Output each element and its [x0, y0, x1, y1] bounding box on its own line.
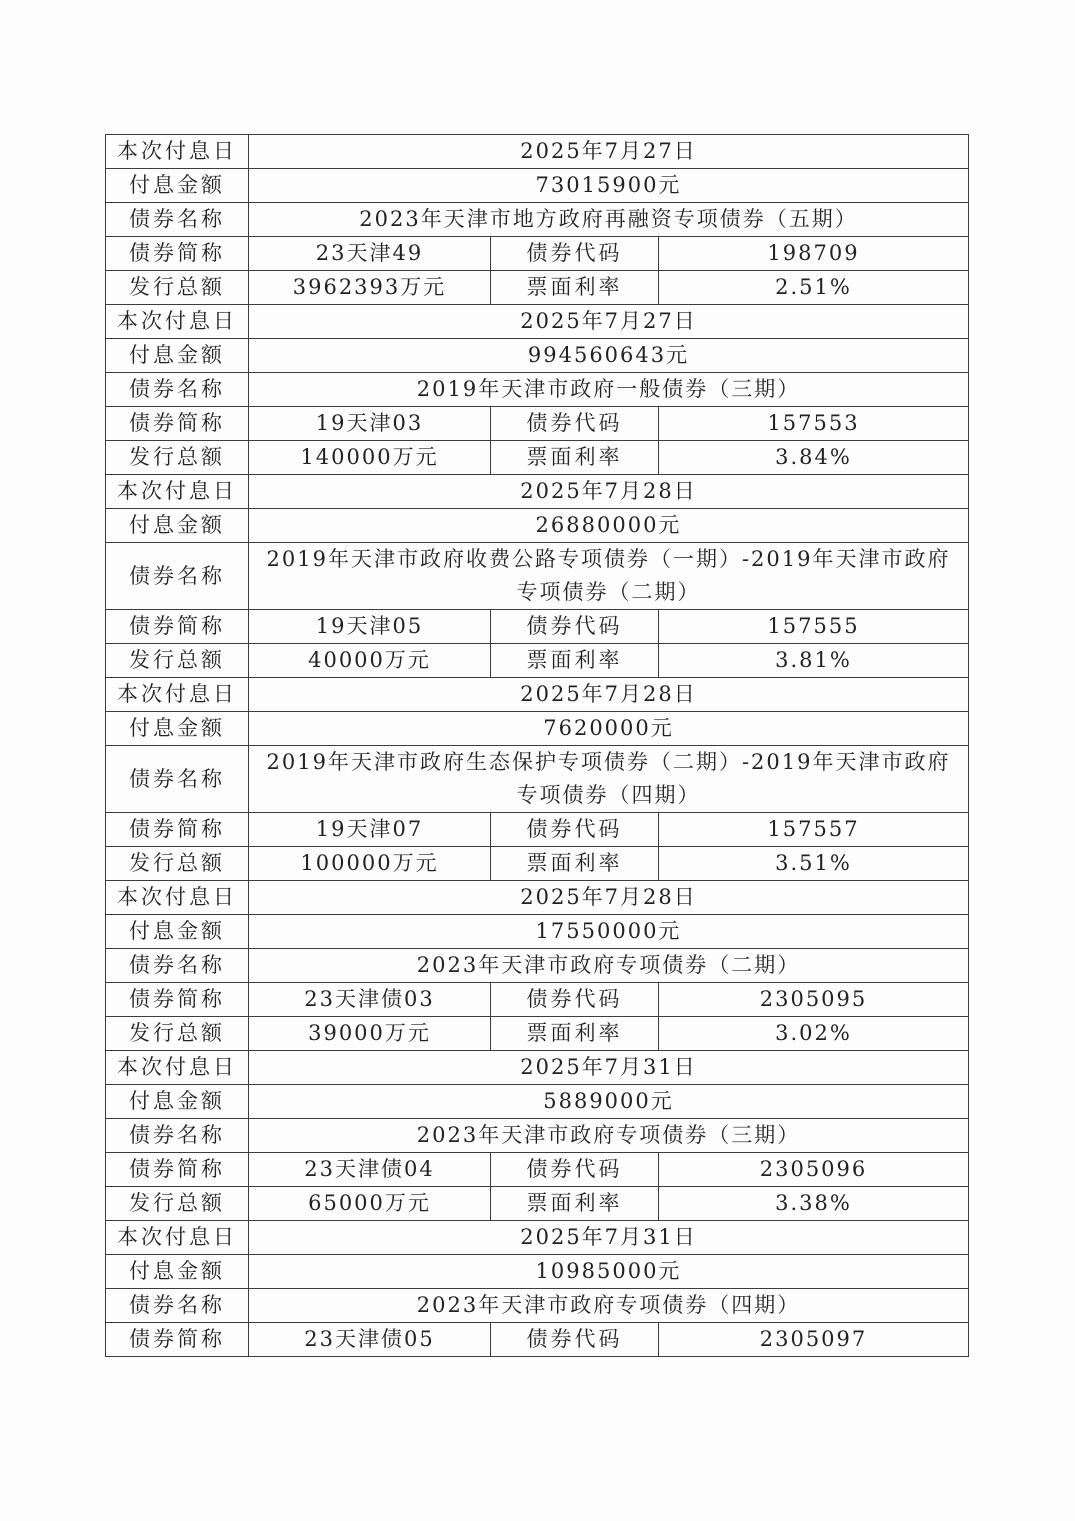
row-value: 2025年7月27日 — [249, 135, 969, 169]
row-label: 债券简称 — [106, 407, 249, 441]
row-value-2: 2305097 — [659, 1323, 969, 1357]
row-label-2: 债券代码 — [491, 983, 659, 1017]
row-label: 发行总额 — [106, 644, 249, 678]
table-row — [106, 1085, 969, 1119]
row-value: 39000万元 — [249, 1017, 491, 1051]
row-value-2: 2.51% — [659, 271, 969, 305]
table-row — [106, 949, 969, 983]
table-row — [106, 678, 969, 712]
row-label: 本次付息日 — [106, 1221, 249, 1255]
row-value: 2019年天津市政府生态保护专项债券（二期）-2019年天津市政府专项债券（四期） — [249, 746, 969, 813]
row-value: 17550000元 — [249, 915, 969, 949]
row-value: 2025年7月28日 — [249, 475, 969, 509]
row-label: 本次付息日 — [106, 881, 249, 915]
row-value: 2025年7月28日 — [249, 678, 969, 712]
row-value: 2019年天津市政府一般债券（三期） — [249, 373, 969, 407]
row-value: 7620000元 — [249, 712, 969, 746]
row-value: 19天津05 — [249, 610, 491, 644]
row-label: 债券简称 — [106, 610, 249, 644]
row-label: 付息金额 — [106, 915, 249, 949]
row-label: 付息金额 — [106, 339, 249, 373]
row-label-2: 债券代码 — [491, 407, 659, 441]
row-value-2: 157555 — [659, 610, 969, 644]
row-label-2: 债券代码 — [491, 813, 659, 847]
row-label: 发行总额 — [106, 271, 249, 305]
table-row — [106, 1289, 969, 1323]
row-label-2: 债券代码 — [491, 610, 659, 644]
row-value: 2025年7月31日 — [249, 1051, 969, 1085]
row-label: 债券名称 — [106, 373, 249, 407]
table-row — [106, 1017, 969, 1051]
row-label-2: 票面利率 — [491, 441, 659, 475]
table-row — [106, 813, 969, 847]
row-label-2: 票面利率 — [491, 1187, 659, 1221]
row-label: 付息金额 — [106, 1255, 249, 1289]
row-value: 19天津07 — [249, 813, 491, 847]
row-label: 发行总额 — [106, 1017, 249, 1051]
table-row — [106, 441, 969, 475]
row-value: 73015900元 — [249, 169, 969, 203]
row-value-2: 2305095 — [659, 983, 969, 1017]
table-row — [106, 1187, 969, 1221]
row-value: 10985000元 — [249, 1255, 969, 1289]
table-row — [106, 1051, 969, 1085]
row-label-2: 票面利率 — [491, 847, 659, 881]
row-value-2: 157553 — [659, 407, 969, 441]
row-value: 2025年7月31日 — [249, 1221, 969, 1255]
table-row — [106, 135, 969, 169]
row-value: 2023年天津市政府专项债券（三期） — [249, 1119, 969, 1153]
row-value: 65000万元 — [249, 1187, 491, 1221]
table-row — [106, 509, 969, 543]
row-value: 23天津49 — [249, 237, 491, 271]
row-value-2: 3.84% — [659, 441, 969, 475]
row-value: 26880000元 — [249, 509, 969, 543]
row-value: 2025年7月27日 — [249, 305, 969, 339]
row-label: 付息金额 — [106, 169, 249, 203]
row-value: 23天津债03 — [249, 983, 491, 1017]
table-row — [106, 881, 969, 915]
row-value-2: 3.02% — [659, 1017, 969, 1051]
row-value: 40000万元 — [249, 644, 491, 678]
row-value-2: 198709 — [659, 237, 969, 271]
row-value-2: 3.51% — [659, 847, 969, 881]
row-label: 本次付息日 — [106, 475, 249, 509]
table-row — [106, 712, 969, 746]
row-label: 债券简称 — [106, 237, 249, 271]
table-row — [106, 915, 969, 949]
row-value: 3962393万元 — [249, 271, 491, 305]
row-value: 23天津债04 — [249, 1153, 491, 1187]
row-label: 债券简称 — [106, 983, 249, 1017]
table-row — [106, 1255, 969, 1289]
row-label: 债券简称 — [106, 1323, 249, 1357]
row-label: 发行总额 — [106, 441, 249, 475]
row-value: 19天津03 — [249, 407, 491, 441]
row-label: 债券名称 — [106, 1289, 249, 1323]
table-row — [106, 1221, 969, 1255]
row-label: 债券名称 — [106, 203, 249, 237]
table-row — [106, 339, 969, 373]
row-label-2: 票面利率 — [491, 1017, 659, 1051]
row-label-2: 债券代码 — [491, 237, 659, 271]
row-label: 债券名称 — [106, 949, 249, 983]
row-value: 2025年7月28日 — [249, 881, 969, 915]
row-label: 债券简称 — [106, 1153, 249, 1187]
bond-table-body — [106, 135, 969, 1357]
row-label: 本次付息日 — [106, 1051, 249, 1085]
row-label: 本次付息日 — [106, 135, 249, 169]
table-row — [106, 203, 969, 237]
row-value: 2023年天津市政府专项债券（二期） — [249, 949, 969, 983]
row-value-2: 3.38% — [659, 1187, 969, 1221]
row-value: 23天津债05 — [249, 1323, 491, 1357]
table-row — [106, 1153, 969, 1187]
row-label: 付息金额 — [106, 1085, 249, 1119]
table-row — [106, 169, 969, 203]
table-row — [106, 407, 969, 441]
row-value: 2023年天津市政府专项债券（四期） — [249, 1289, 969, 1323]
table-row — [106, 1119, 969, 1153]
table-row — [106, 746, 969, 813]
table-row — [106, 1323, 969, 1357]
row-label: 付息金额 — [106, 509, 249, 543]
row-label-2: 票面利率 — [491, 644, 659, 678]
table-row — [106, 271, 969, 305]
table-row — [106, 983, 969, 1017]
table-row — [106, 237, 969, 271]
row-label: 本次付息日 — [106, 678, 249, 712]
table-row — [106, 644, 969, 678]
row-label: 债券简称 — [106, 813, 249, 847]
row-value: 2019年天津市政府收费公路专项债券（一期）-2019年天津市政府专项债券（二期） — [249, 543, 969, 610]
row-value: 140000万元 — [249, 441, 491, 475]
row-value-2: 3.81% — [659, 644, 969, 678]
row-label: 发行总额 — [106, 847, 249, 881]
table-row — [106, 475, 969, 509]
row-value: 100000万元 — [249, 847, 491, 881]
row-label-2: 债券代码 — [491, 1153, 659, 1187]
row-label: 付息金额 — [106, 712, 249, 746]
table-row — [106, 543, 969, 610]
bond-interest-table — [105, 134, 969, 1357]
row-value-2: 2305096 — [659, 1153, 969, 1187]
row-value: 994560643元 — [249, 339, 969, 373]
table-row — [106, 610, 969, 644]
table-row — [106, 847, 969, 881]
row-label-2: 票面利率 — [491, 271, 659, 305]
row-label: 发行总额 — [106, 1187, 249, 1221]
row-value-2: 157557 — [659, 813, 969, 847]
row-label-2: 债券代码 — [491, 1323, 659, 1357]
row-label: 债券名称 — [106, 746, 249, 813]
table-row — [106, 305, 969, 339]
row-value: 2023年天津市地方政府再融资专项债券（五期） — [249, 203, 969, 237]
row-label: 本次付息日 — [106, 305, 249, 339]
row-value: 5889000元 — [249, 1085, 969, 1119]
row-label: 债券名称 — [106, 1119, 249, 1153]
table-row — [106, 373, 969, 407]
row-label: 债券名称 — [106, 543, 249, 610]
